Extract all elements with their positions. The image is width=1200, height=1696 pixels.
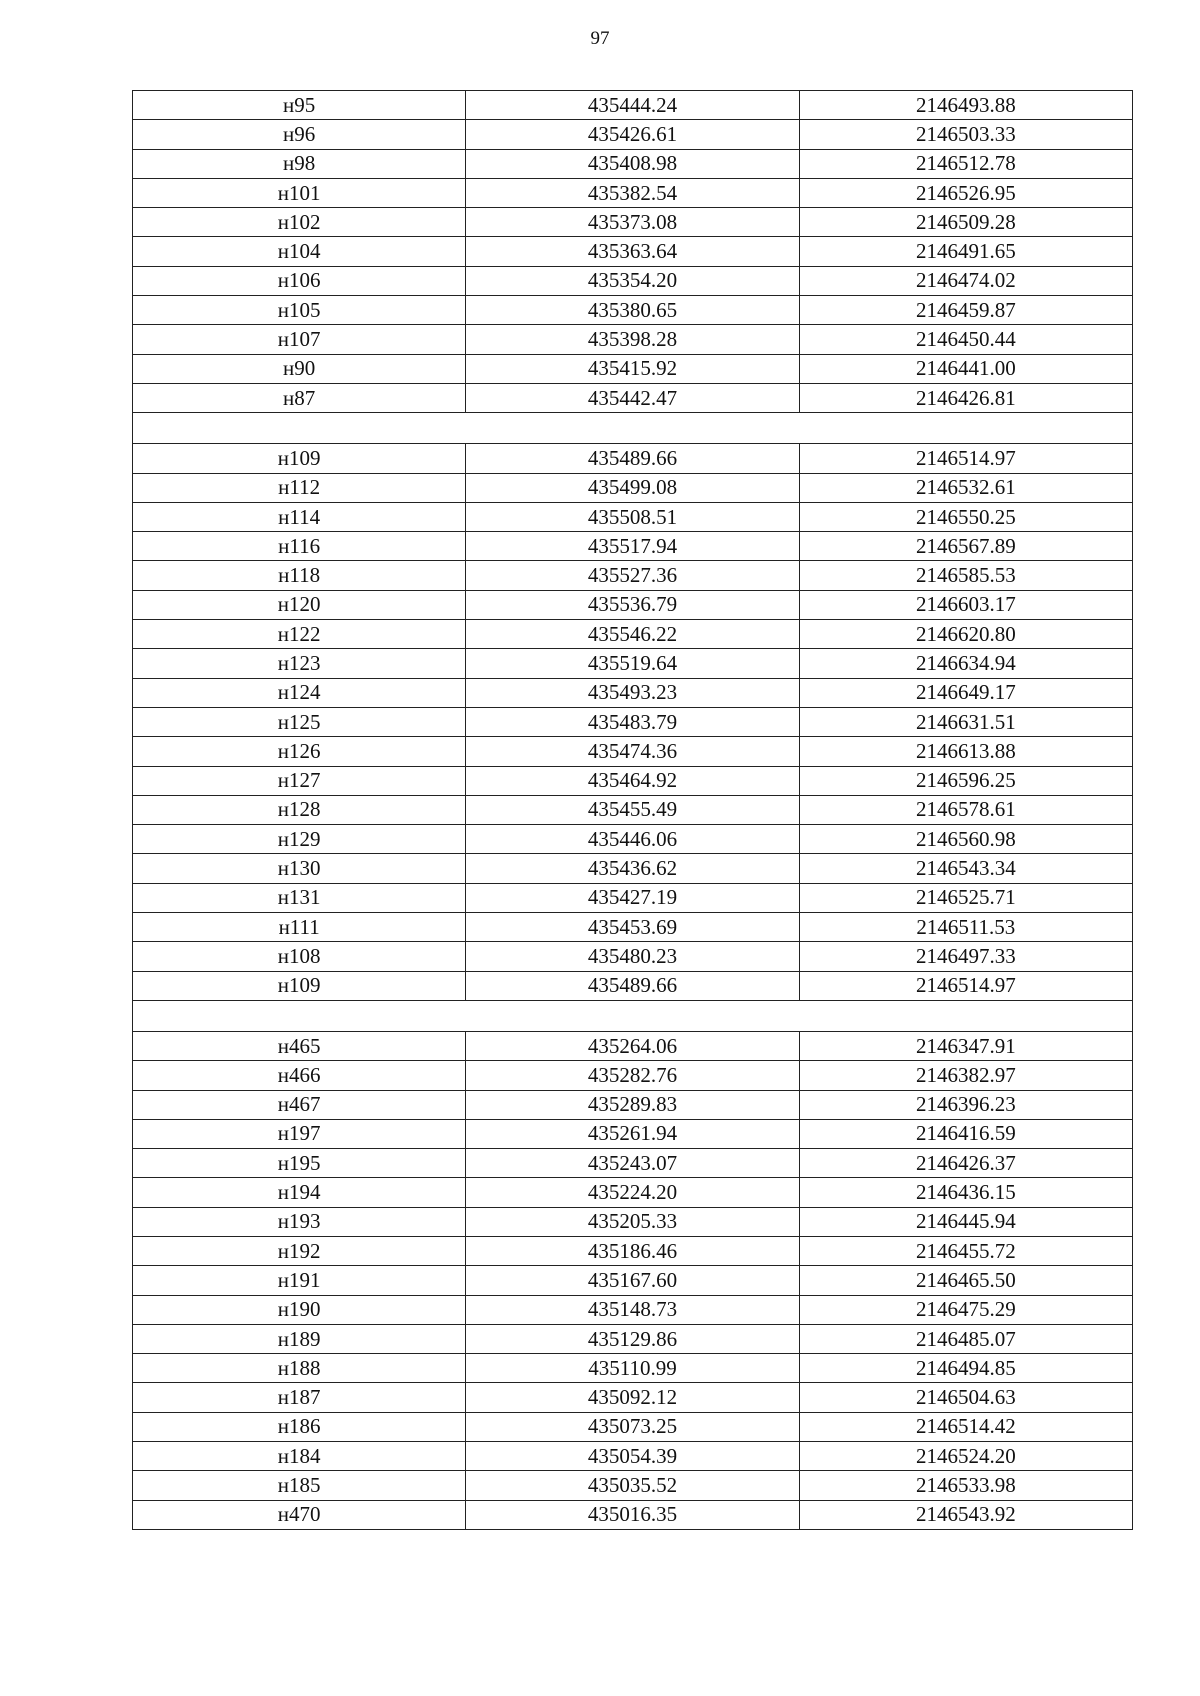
x-coordinate-cell: 435129.86	[466, 1324, 799, 1353]
table-row	[133, 1090, 1133, 1119]
table-row	[133, 325, 1133, 354]
point-name-cell: н125	[133, 707, 466, 736]
point-name-cell: н184	[133, 1442, 466, 1471]
page-number: 97	[590, 28, 610, 49]
y-coordinate-cell: 2146613.88	[799, 737, 1132, 766]
y-coordinate-cell: 2146509.28	[799, 208, 1132, 237]
y-coordinate-cell: 2146491.65	[799, 237, 1132, 266]
table-row	[133, 561, 1133, 590]
y-coordinate-cell: 2146475.29	[799, 1295, 1132, 1324]
table-row	[133, 825, 1133, 854]
point-name-cell: н195	[133, 1149, 466, 1178]
x-coordinate-cell: 435261.94	[466, 1119, 799, 1148]
point-name-cell: н185	[133, 1471, 466, 1500]
point-name-cell: н112	[133, 473, 466, 502]
x-coordinate-cell: 435380.65	[466, 296, 799, 325]
x-coordinate-cell: 435264.06	[466, 1031, 799, 1060]
table-row	[133, 1471, 1133, 1500]
x-coordinate-cell: 435110.99	[466, 1354, 799, 1383]
y-coordinate-cell: 2146485.07	[799, 1324, 1132, 1353]
y-coordinate-cell: 2146426.81	[799, 383, 1132, 412]
x-coordinate-cell: 435054.39	[466, 1442, 799, 1471]
table-row	[133, 1442, 1133, 1471]
y-coordinate-cell: 2146514.42	[799, 1412, 1132, 1441]
point-name-cell: н96	[133, 120, 466, 149]
x-coordinate-cell: 435373.08	[466, 208, 799, 237]
y-coordinate-cell: 2146533.98	[799, 1471, 1132, 1500]
x-coordinate-cell: 435536.79	[466, 590, 799, 619]
y-coordinate-cell: 2146631.51	[799, 707, 1132, 736]
x-coordinate-cell: 435508.51	[466, 502, 799, 531]
x-coordinate-cell: 435453.69	[466, 913, 799, 942]
x-coordinate-cell: 435205.33	[466, 1207, 799, 1236]
table-row	[133, 707, 1133, 736]
x-coordinate-cell: 435167.60	[466, 1266, 799, 1295]
x-coordinate-cell: 435408.98	[466, 149, 799, 178]
point-name-cell: н104	[133, 237, 466, 266]
y-coordinate-cell: 2146525.71	[799, 883, 1132, 912]
x-coordinate-cell: 435427.19	[466, 883, 799, 912]
y-coordinate-cell: 2146459.87	[799, 296, 1132, 325]
table-row	[133, 1061, 1133, 1090]
y-coordinate-cell: 2146550.25	[799, 502, 1132, 531]
table-row	[133, 1412, 1133, 1441]
table-row	[133, 1149, 1133, 1178]
point-name-cell: н127	[133, 766, 466, 795]
y-coordinate-cell: 2146514.97	[799, 444, 1132, 473]
y-coordinate-cell: 2146493.88	[799, 91, 1132, 120]
x-coordinate-cell: 435483.79	[466, 707, 799, 736]
point-name-cell: н191	[133, 1266, 466, 1295]
point-name-cell: н194	[133, 1178, 466, 1207]
table-row	[133, 971, 1133, 1000]
x-coordinate-cell: 435489.66	[466, 444, 799, 473]
point-name-cell: н109	[133, 444, 466, 473]
table-row	[133, 913, 1133, 942]
table-row	[133, 444, 1133, 473]
point-name-cell: н123	[133, 649, 466, 678]
y-coordinate-cell: 2146511.53	[799, 913, 1132, 942]
point-name-cell: н109	[133, 971, 466, 1000]
point-name-cell: н467	[133, 1090, 466, 1119]
group-separator-row	[133, 1000, 1133, 1031]
x-coordinate-cell: 435426.61	[466, 120, 799, 149]
point-name-cell: н111	[133, 913, 466, 942]
table-row	[133, 1354, 1133, 1383]
point-name-cell: н98	[133, 149, 466, 178]
x-coordinate-cell: 435224.20	[466, 1178, 799, 1207]
point-name-cell: н189	[133, 1324, 466, 1353]
y-coordinate-cell: 2146578.61	[799, 795, 1132, 824]
x-coordinate-cell: 435363.64	[466, 237, 799, 266]
point-name-cell: н122	[133, 620, 466, 649]
point-name-cell: н197	[133, 1119, 466, 1148]
x-coordinate-cell: 435382.54	[466, 178, 799, 207]
y-coordinate-cell: 2146543.92	[799, 1500, 1132, 1529]
x-coordinate-cell: 435474.36	[466, 737, 799, 766]
table-row	[133, 149, 1133, 178]
y-coordinate-cell: 2146474.02	[799, 266, 1132, 295]
y-coordinate-cell: 2146596.25	[799, 766, 1132, 795]
y-coordinate-cell: 2146560.98	[799, 825, 1132, 854]
point-name-cell: н188	[133, 1354, 466, 1383]
x-coordinate-cell: 435398.28	[466, 325, 799, 354]
point-name-cell: н465	[133, 1031, 466, 1060]
y-coordinate-cell: 2146455.72	[799, 1236, 1132, 1265]
point-name-cell: н95	[133, 91, 466, 120]
point-name-cell: н102	[133, 208, 466, 237]
y-coordinate-cell: 2146634.94	[799, 649, 1132, 678]
x-coordinate-cell: 435546.22	[466, 620, 799, 649]
table-row	[133, 1383, 1133, 1412]
x-coordinate-cell: 435464.92	[466, 766, 799, 795]
point-name-cell: н129	[133, 825, 466, 854]
group-separator-cell	[133, 413, 1133, 444]
x-coordinate-cell: 435444.24	[466, 91, 799, 120]
point-name-cell: н116	[133, 532, 466, 561]
group-separator-cell	[133, 1000, 1133, 1031]
x-coordinate-cell: 435415.92	[466, 354, 799, 383]
y-coordinate-cell: 2146620.80	[799, 620, 1132, 649]
y-coordinate-cell: 2146512.78	[799, 149, 1132, 178]
x-coordinate-cell: 435016.35	[466, 1500, 799, 1529]
table-row	[133, 883, 1133, 912]
table-row	[133, 766, 1133, 795]
table-row	[133, 854, 1133, 883]
y-coordinate-cell: 2146503.33	[799, 120, 1132, 149]
x-coordinate-cell: 435289.83	[466, 1090, 799, 1119]
point-name-cell: н120	[133, 590, 466, 619]
x-coordinate-cell: 435186.46	[466, 1236, 799, 1265]
point-name-cell: н192	[133, 1236, 466, 1265]
y-coordinate-cell: 2146504.63	[799, 1383, 1132, 1412]
y-coordinate-cell: 2146494.85	[799, 1354, 1132, 1383]
x-coordinate-cell: 435519.64	[466, 649, 799, 678]
y-coordinate-cell: 2146445.94	[799, 1207, 1132, 1236]
point-name-cell: н126	[133, 737, 466, 766]
y-coordinate-cell: 2146524.20	[799, 1442, 1132, 1471]
table-row	[133, 1266, 1133, 1295]
y-coordinate-cell: 2146465.50	[799, 1266, 1132, 1295]
table-row	[133, 120, 1133, 149]
point-name-cell: н87	[133, 383, 466, 412]
table-row	[133, 237, 1133, 266]
table-row	[133, 473, 1133, 502]
x-coordinate-cell: 435243.07	[466, 1149, 799, 1178]
y-coordinate-cell: 2146603.17	[799, 590, 1132, 619]
table-row	[133, 296, 1133, 325]
y-coordinate-cell: 2146426.37	[799, 1149, 1132, 1178]
coordinate-table-body	[133, 91, 1133, 1530]
x-coordinate-cell: 435035.52	[466, 1471, 799, 1500]
x-coordinate-cell: 435282.76	[466, 1061, 799, 1090]
y-coordinate-cell: 2146396.23	[799, 1090, 1132, 1119]
point-name-cell: н107	[133, 325, 466, 354]
x-coordinate-cell: 435517.94	[466, 532, 799, 561]
y-coordinate-cell: 2146543.34	[799, 854, 1132, 883]
x-coordinate-cell: 435489.66	[466, 971, 799, 1000]
y-coordinate-cell: 2146585.53	[799, 561, 1132, 590]
y-coordinate-cell: 2146347.91	[799, 1031, 1132, 1060]
table-row	[133, 1119, 1133, 1148]
x-coordinate-cell: 435527.36	[466, 561, 799, 590]
table-row	[133, 649, 1133, 678]
table-row	[133, 737, 1133, 766]
point-name-cell: н470	[133, 1500, 466, 1529]
point-name-cell: н193	[133, 1207, 466, 1236]
point-name-cell: н114	[133, 502, 466, 531]
point-name-cell: н124	[133, 678, 466, 707]
point-name-cell: н466	[133, 1061, 466, 1090]
table-row	[133, 590, 1133, 619]
y-coordinate-cell: 2146526.95	[799, 178, 1132, 207]
point-name-cell: н90	[133, 354, 466, 383]
x-coordinate-cell: 435442.47	[466, 383, 799, 412]
y-coordinate-cell: 2146416.59	[799, 1119, 1132, 1148]
y-coordinate-cell: 2146532.61	[799, 473, 1132, 502]
table-row	[133, 1236, 1133, 1265]
x-coordinate-cell: 435092.12	[466, 1383, 799, 1412]
point-name-cell: н187	[133, 1383, 466, 1412]
point-name-cell: н128	[133, 795, 466, 824]
table-row	[133, 354, 1133, 383]
x-coordinate-cell: 435480.23	[466, 942, 799, 971]
table-row	[133, 1500, 1133, 1529]
y-coordinate-cell: 2146649.17	[799, 678, 1132, 707]
group-separator-row	[133, 413, 1133, 444]
table-row	[133, 1031, 1133, 1060]
table-row	[133, 383, 1133, 412]
x-coordinate-cell: 435493.23	[466, 678, 799, 707]
table-row	[133, 1324, 1133, 1353]
x-coordinate-cell: 435455.49	[466, 795, 799, 824]
table-row	[133, 532, 1133, 561]
y-coordinate-cell: 2146382.97	[799, 1061, 1132, 1090]
point-name-cell: н108	[133, 942, 466, 971]
table-row	[133, 942, 1133, 971]
coordinate-table	[132, 90, 1133, 1530]
y-coordinate-cell: 2146497.33	[799, 942, 1132, 971]
table-row	[133, 91, 1133, 120]
y-coordinate-cell: 2146441.00	[799, 354, 1132, 383]
point-name-cell: н131	[133, 883, 466, 912]
table-row	[133, 1178, 1133, 1207]
table-row	[133, 266, 1133, 295]
y-coordinate-cell: 2146514.97	[799, 971, 1132, 1000]
point-name-cell: н190	[133, 1295, 466, 1324]
point-name-cell: н105	[133, 296, 466, 325]
x-coordinate-cell: 435148.73	[466, 1295, 799, 1324]
y-coordinate-cell: 2146567.89	[799, 532, 1132, 561]
point-name-cell: н101	[133, 178, 466, 207]
table-row	[133, 678, 1133, 707]
point-name-cell: н130	[133, 854, 466, 883]
y-coordinate-cell: 2146436.15	[799, 1178, 1132, 1207]
point-name-cell: н186	[133, 1412, 466, 1441]
x-coordinate-cell: 435354.20	[466, 266, 799, 295]
table-row	[133, 502, 1133, 531]
table-row	[133, 178, 1133, 207]
x-coordinate-cell: 435499.08	[466, 473, 799, 502]
table-row	[133, 208, 1133, 237]
point-name-cell: н118	[133, 561, 466, 590]
x-coordinate-cell: 435446.06	[466, 825, 799, 854]
table-row	[133, 1295, 1133, 1324]
x-coordinate-cell: 435436.62	[466, 854, 799, 883]
table-row	[133, 1207, 1133, 1236]
table-row	[133, 795, 1133, 824]
table-row	[133, 620, 1133, 649]
x-coordinate-cell: 435073.25	[466, 1412, 799, 1441]
y-coordinate-cell: 2146450.44	[799, 325, 1132, 354]
point-name-cell: н106	[133, 266, 466, 295]
